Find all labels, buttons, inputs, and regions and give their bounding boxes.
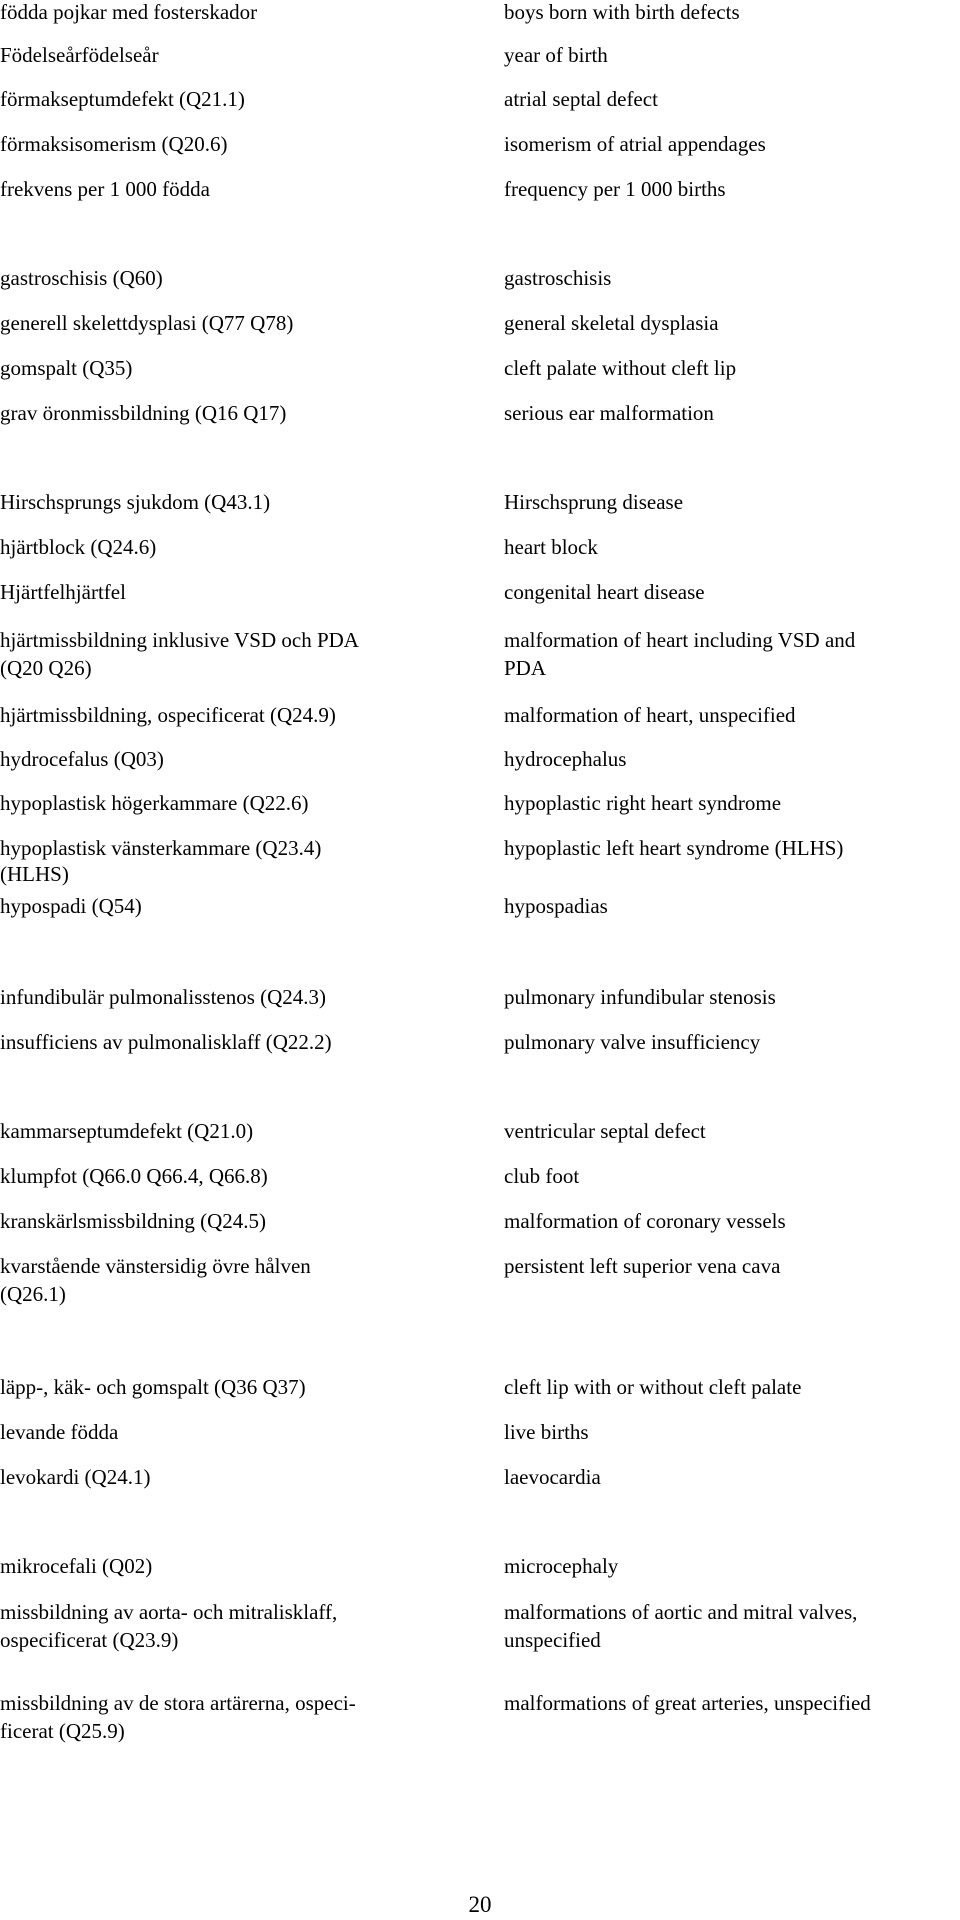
swedish-term: generell skelettdysplasi (Q77 Q78)	[0, 311, 294, 335]
swedish-term: (HLHS)	[0, 862, 69, 886]
swedish-term: förmakseptumdefekt (Q21.1)	[0, 87, 245, 111]
swedish-term: klumpfot (Q66.0 Q66.4, Q66.8)	[0, 1164, 268, 1188]
english-term: Hirschsprung disease	[504, 490, 684, 514]
swedish-term: kvarstående vänstersidig övre hålven	[0, 1254, 311, 1278]
english-term: malformation of heart including VSD and	[504, 628, 856, 652]
swedish-term: Hjärtfelhjärtfel	[0, 580, 126, 604]
english-term: microcephaly	[504, 1554, 619, 1578]
english-term: club foot	[504, 1164, 580, 1188]
swedish-term: hydrocefalus (Q03)	[0, 747, 164, 771]
swedish-term: (Q26.1)	[0, 1282, 66, 1306]
english-term: year of birth	[504, 43, 608, 67]
english-term: general skeletal dysplasia	[504, 311, 719, 335]
swedish-term: kranskärlsmissbildning (Q24.5)	[0, 1209, 266, 1233]
swedish-term: gomspalt (Q35)	[0, 356, 133, 380]
english-term: malformation of coronary vessels	[504, 1209, 786, 1233]
swedish-term: missbildning av de stora artärerna, ospeci-	[0, 1691, 356, 1715]
english-term: PDA	[504, 656, 547, 680]
swedish-term: hjärtblock (Q24.6)	[0, 535, 157, 559]
english-term: live births	[504, 1420, 589, 1444]
english-term: atrial septal defect	[504, 87, 658, 111]
swedish-term: läpp-, käk- och gomspalt (Q36 Q37)	[0, 1375, 306, 1399]
english-term: pulmonary valve insufficiency	[504, 1030, 761, 1054]
english-term: malformations of great arteries, unspecified	[504, 1691, 871, 1715]
english-term: gastroschisis	[504, 266, 612, 290]
swedish-term: ficerat (Q25.9)	[0, 1719, 125, 1743]
english-term: isomerism of atrial appendages	[504, 132, 766, 156]
english-term: heart block	[504, 535, 598, 559]
swedish-term: hypoplastisk vänsterkammare (Q23.4)	[0, 836, 322, 860]
english-term: persistent left superior vena cava	[504, 1254, 781, 1278]
swedish-term: Hirschsprungs sjukdom (Q43.1)	[0, 490, 271, 514]
swedish-term: hjärtmissbildning, ospecificerat (Q24.9)	[0, 703, 336, 727]
swedish-term: hypoplastisk högerkammare (Q22.6)	[0, 791, 309, 815]
swedish-term: (Q20 Q26)	[0, 656, 92, 680]
english-term: laevocardia	[504, 1465, 601, 1489]
english-term: hypoplastic right heart syndrome	[504, 791, 782, 815]
swedish-term: hypospadi (Q54)	[0, 894, 142, 918]
swedish-term: levande födda	[0, 1420, 119, 1444]
swedish-term: infundibulär pulmonalisstenos (Q24.3)	[0, 985, 327, 1009]
english-term: serious ear malformation	[504, 401, 714, 425]
swedish-term: mikrocefali (Q02)	[0, 1554, 153, 1578]
swedish-term: ospecificerat (Q23.9)	[0, 1628, 179, 1652]
swedish-term: förmaksisomerism (Q20.6)	[0, 132, 228, 156]
english-term: hypospadias	[504, 894, 608, 918]
english-term: boys born with birth defects	[504, 0, 740, 24]
swedish-term: kammarseptumdefekt (Q21.0)	[0, 1119, 254, 1143]
page-number: 20	[468, 1892, 492, 1917]
english-term: frequency per 1 000 births	[504, 177, 726, 201]
swedish-term: missbildning av aorta- och mitralisklaff,	[0, 1600, 338, 1624]
swedish-term: Födelseårfödelseår	[0, 43, 159, 67]
english-term: cleft lip with or without cleft palate	[504, 1375, 802, 1399]
english-term: hypoplastic left heart syndrome (HLHS)	[504, 836, 844, 860]
english-term: cleft palate without cleft lip	[504, 356, 737, 380]
english-term: ventricular septal defect	[504, 1119, 706, 1143]
swedish-term: grav öronmissbildning (Q16 Q17)	[0, 401, 287, 425]
swedish-term: gastroschisis (Q60)	[0, 266, 163, 290]
swedish-term: hjärtmissbildning inklusive VSD och PDA	[0, 628, 359, 652]
english-term: hydrocephalus	[504, 747, 627, 771]
english-term: congenital heart disease	[504, 580, 705, 604]
swedish-term: insufficiens av pulmonalisklaff (Q22.2)	[0, 1030, 332, 1054]
english-term: malformation of heart, unspecified	[504, 703, 796, 727]
swedish-term: födda pojkar med fosterskador	[0, 0, 258, 24]
english-term: malformations of aortic and mitral valves,	[504, 1600, 858, 1624]
english-term: unspecified	[504, 1628, 601, 1652]
swedish-term: frekvens per 1 000 födda	[0, 177, 210, 201]
english-term: pulmonary infundibular stenosis	[504, 985, 776, 1009]
swedish-term: levokardi (Q24.1)	[0, 1465, 151, 1489]
